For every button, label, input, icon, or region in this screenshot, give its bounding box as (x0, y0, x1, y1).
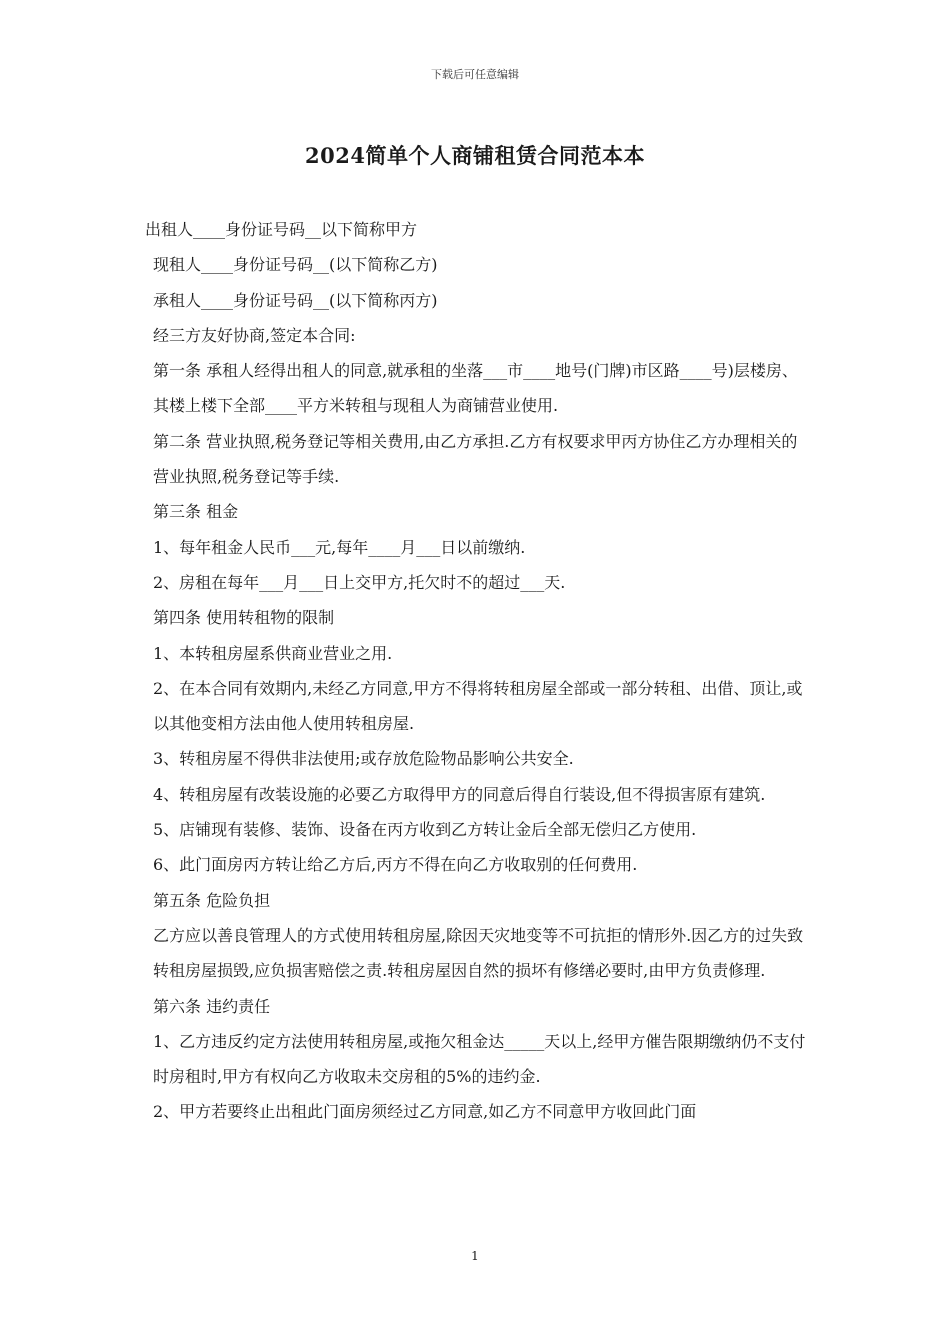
contract-paragraph: 6、此门面房丙方转让给乙方后,丙方不得在向乙方收取别的任何费用. (153, 855, 638, 875)
contract-paragraph: 1、乙方违反约定方法使用转租房屋,或拖欠租金达_____天以上,经甲方催告限期缴纳仍不支付时房租时,甲方有权向乙方收取未交房租的5%的违约金. (153, 1031, 806, 1087)
contract-paragraph: 承租人____身份证号码__(以下简称丙方) (153, 290, 438, 310)
page-number: 1 (471, 1249, 479, 1263)
contract-paragraph: 5、店铺现有装修、装饰、设备在丙方收到乙方转让金后全部无偿归乙方使用. (153, 820, 697, 840)
contract-paragraph: 3、转租房屋不得供非法使用;或存放危险物品影响公共安全. (153, 749, 574, 769)
contract-body (145, 212, 810, 1130)
contract-paragraph: 第四条 使用转租物的限制 (153, 608, 335, 628)
contract-paragraph: 1、本转租房屋系供商业营业之用. (153, 643, 393, 663)
contract-paragraph: 第二条 营业执照,税务登记等相关费用,由乙方承担.乙方有权要求甲丙方协住乙方办理相关的营业执照,税务登记等手续. (153, 431, 798, 487)
contract-paragraph: 1、每年租金人民币___元,每年____月___日以前缴纳. (153, 537, 526, 557)
contract-paragraph: 经三方友好协商,签定本合同: (153, 325, 356, 345)
contract-paragraph: 2、房租在每年___月___日上交甲方,托欠时不的超过___天. (153, 572, 566, 592)
contract-paragraph: 出租人____身份证号码__以下简称甲方 (145, 220, 418, 239)
contract-paragraph: 4、转租房屋有改装设施的必要乙方取得甲方的同意后得自行装设,但不得损害原有建筑. (153, 784, 766, 804)
contract-paragraph: 2、在本合同有效期内,未经乙方同意,甲方不得将转租房屋全部或一部分转租、出借、顶让,或以其他变相方法由他人使用转租房屋. (153, 678, 803, 734)
contract-paragraph: 第三条 租金 (153, 502, 239, 522)
header-note: 下载后可任意编辑 (431, 68, 519, 81)
contract-paragraph: 现租人____身份证号码__(以下简称乙方) (153, 255, 438, 275)
document-title: 2024简单个人商铺租赁合同范本本 (305, 143, 645, 168)
contract-paragraph: 第一条 承租人经得出租人的同意,就承租的坐落___市____地号(门牌)市区路____号)层楼房、其楼上楼下全部____平方米转租与现租人为商铺营业使用. (153, 361, 798, 416)
contract-paragraph: 第六条 违约责任 (153, 996, 271, 1016)
contract-paragraph: 2、甲方若要终止出租此门面房须经过乙方同意,如乙方不同意甲方收回此门面 (153, 1102, 697, 1122)
contract-paragraph: 第五条 危险负担 (153, 890, 271, 910)
contract-paragraph: 乙方应以善良管理人的方式使用转租房屋,除因天灾地变等不可抗拒的情形外.因乙方的过失致转租房屋损毁,应负损害赔偿之责.转租房屋因自然的损坏有修缮必要时,由甲方负责修理. (153, 925, 804, 981)
